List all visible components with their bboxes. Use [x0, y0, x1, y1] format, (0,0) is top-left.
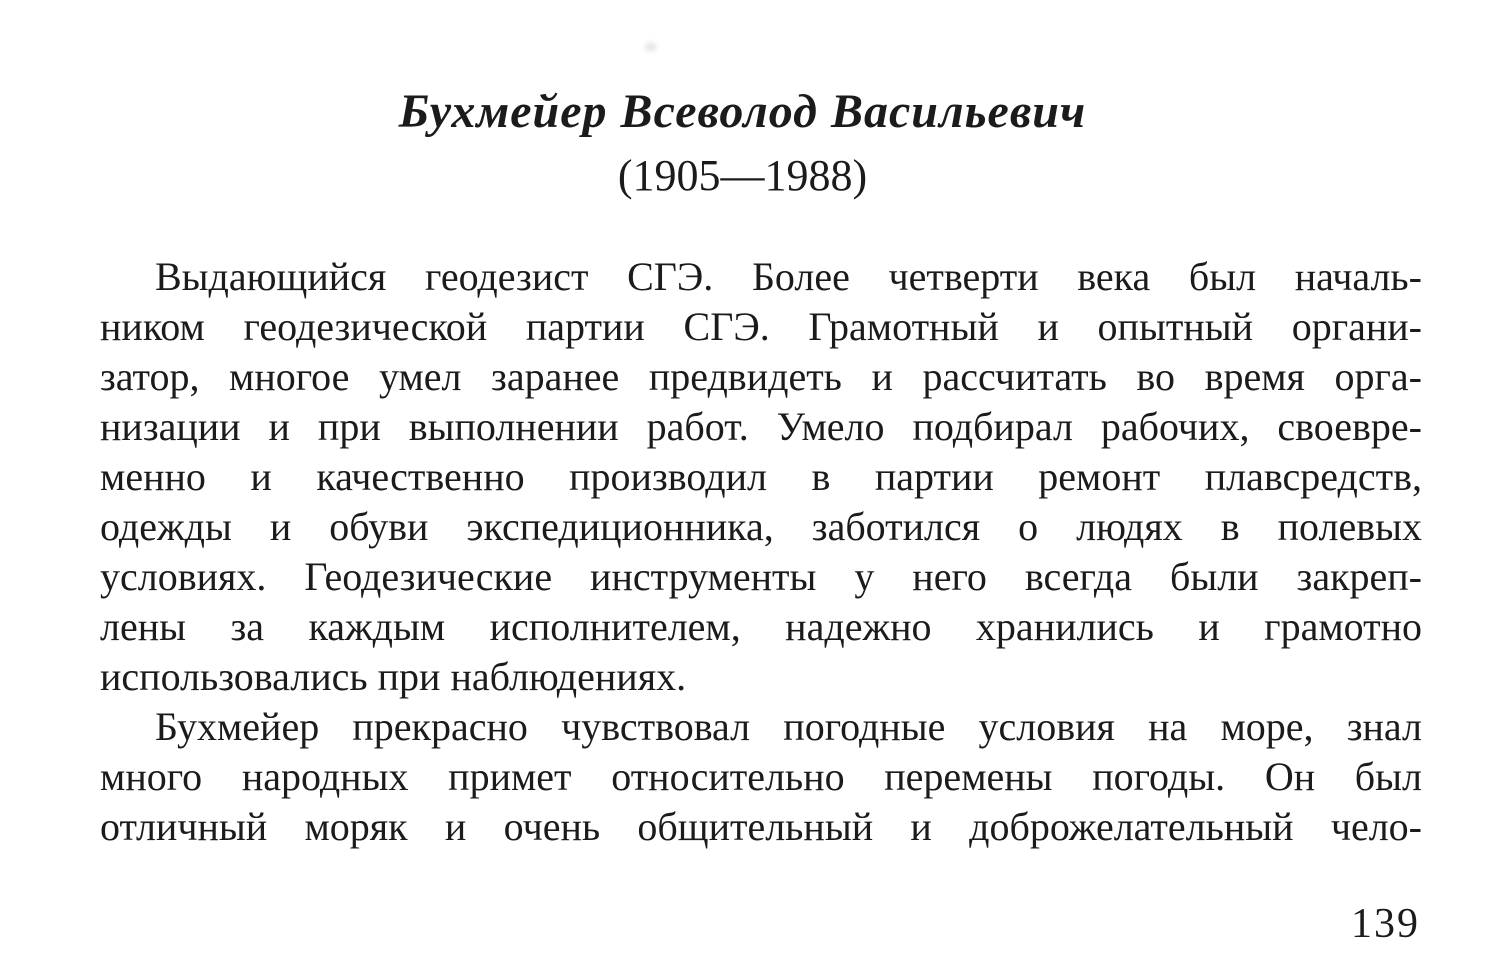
text-line: условиях. Геодезические инструменты у него всегда были закреп-	[100, 554, 1422, 599]
life-years: (1905—1988)	[617, 151, 868, 200]
text-line: Выдающийся геодезист СГЭ. Более четверти века был началь-	[155, 254, 1422, 299]
paragraph	[100, 702, 1422, 852]
text-line: использовались при наблюдениях.	[100, 654, 687, 699]
text-line: одежды и обуви экспедиционника, заботился о людях в полевых	[100, 504, 1422, 549]
page-title: Бухмейер Всеволод Васильевич	[398, 85, 1087, 138]
body-text	[100, 252, 1422, 852]
text-line: низации и при выполнении работ. Умело подбирал рабочих, своевре-	[100, 404, 1422, 449]
text-line: лены за каждым исполнителем, надежно хранились и грамотно	[100, 604, 1422, 649]
text-line: менно и качественно производил в партии ремонт плавсредств,	[100, 454, 1422, 499]
paragraph	[100, 252, 1422, 702]
page-number: 139	[1351, 901, 1420, 947]
text-line: затор, многое умел заранее предвидеть и рассчитать во время орга-	[100, 354, 1422, 399]
text-line: отличный моряк и очень общительный и доброжелательный чело-	[100, 804, 1422, 849]
text-line: много народных примет относительно перемены погоды. Он был	[100, 754, 1422, 799]
text-line: Бухмейер прекрасно чувствовал погодные условия на море, знал	[155, 704, 1422, 749]
scan-artifact	[645, 42, 657, 52]
text-line: ником геодезической партии СГЭ. Грамотный и опытный органи-	[100, 304, 1422, 349]
